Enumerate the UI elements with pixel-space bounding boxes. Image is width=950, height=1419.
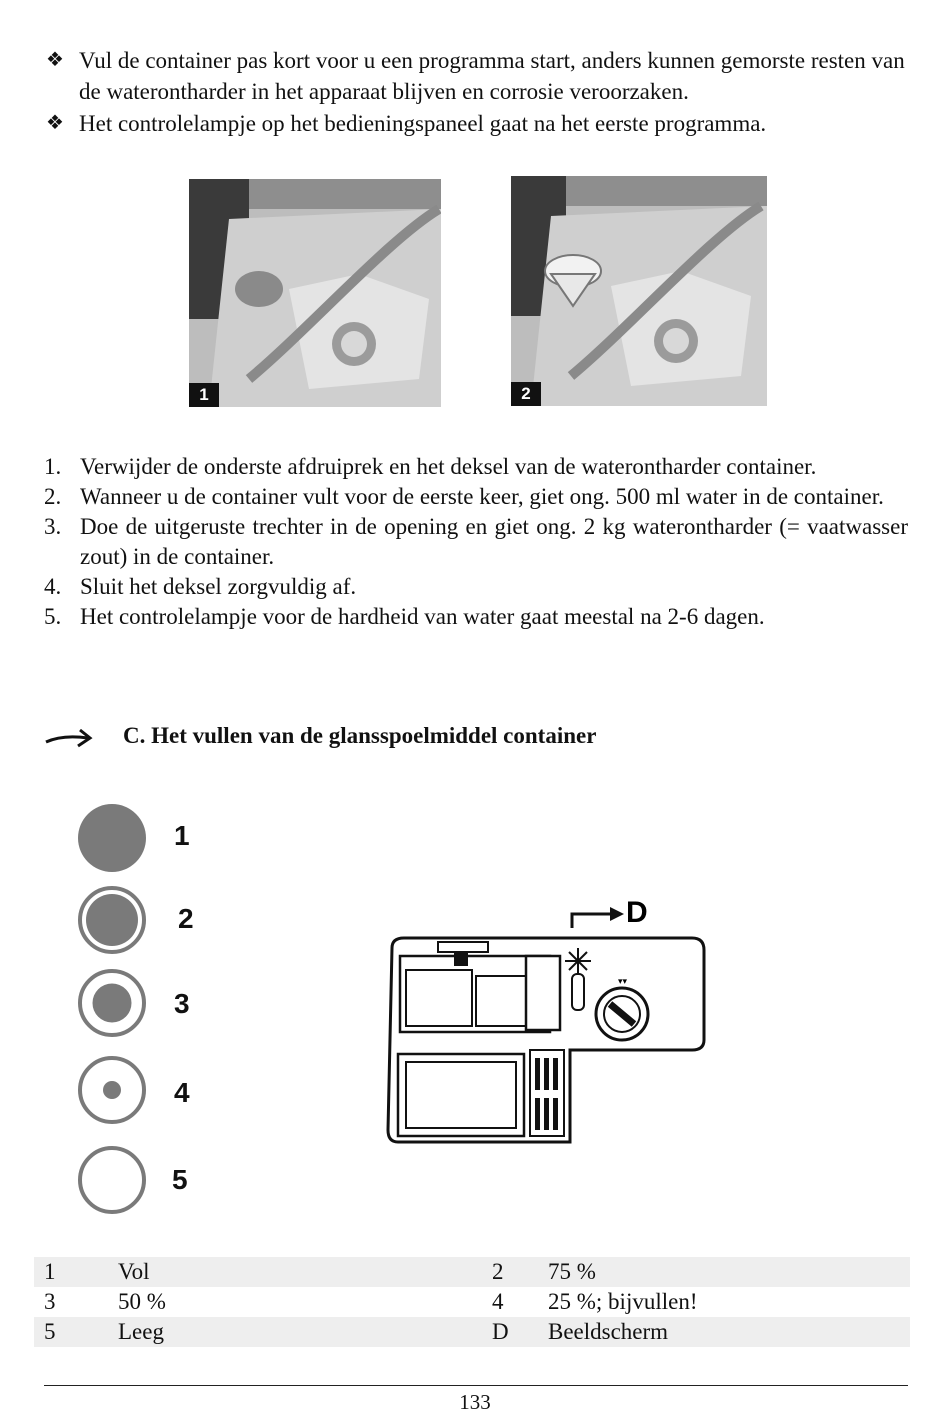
level-label-3: 3: [174, 988, 190, 1019]
legend-table: [34, 1257, 910, 1347]
table-cell: 75 %: [548, 1257, 910, 1287]
table-row: [34, 1317, 910, 1347]
footer-divider: [44, 1385, 908, 1386]
list-item: [44, 482, 908, 512]
diagram-label-d: D: [626, 896, 648, 929]
dishwasher-salt-funnel-photo: [511, 176, 767, 406]
list-item: [44, 602, 908, 632]
steps-list: [44, 452, 908, 632]
table-cell: Vol: [118, 1257, 492, 1287]
photo-salt-funnel: [511, 176, 767, 406]
bullet-item: [46, 108, 908, 139]
list-number: 3.: [44, 514, 62, 539]
arrow-icon: [44, 722, 94, 752]
table-cell: 2: [492, 1257, 548, 1287]
table-cell: 25 %; bijvullen!: [548, 1289, 698, 1314]
list-number: 4.: [44, 574, 62, 599]
list-number: 2.: [44, 484, 62, 509]
list-text: Sluit het deksel zorgvuldig af.: [80, 574, 357, 599]
level-fill-4: [103, 1081, 121, 1099]
list-text: Verwijder de onderste afdruiprek en het deksel van de waterontharder container.: [80, 454, 817, 479]
table-cell: 1: [34, 1257, 118, 1287]
level-indicators: [72, 800, 152, 1220]
table-cell: D: [492, 1317, 548, 1347]
table-cell: 3: [44, 1289, 56, 1314]
table-row: [34, 1257, 910, 1287]
level-label-2: 2: [178, 903, 194, 934]
list-item: [44, 452, 908, 482]
list-text: Wanneer u de container vult voor de eerste keer, giet ong. 500 ml water in de container.: [80, 484, 884, 509]
level-indicator-5: [80, 1148, 144, 1212]
svg-text:▾▾: ▾▾: [618, 976, 628, 986]
page-number: 133: [459, 1390, 491, 1414]
level-fill-2: [86, 894, 138, 946]
list-text: Doe de uitgeruste trechter in de opening en giet ong. 2 kg waterontharder (= vaatwasser zout) in de container.: [80, 514, 908, 569]
diamond-bullet-icon: ❖: [46, 112, 64, 134]
diamond-bullet-icon: ❖: [46, 49, 64, 71]
level-indicator-1: [78, 804, 146, 872]
level-label-5: 5: [172, 1164, 188, 1195]
table-cell: 4: [492, 1289, 504, 1314]
section-title: C. Het vullen van de glansspoelmiddel container: [123, 723, 597, 748]
list-number: 1.: [44, 454, 62, 479]
table-row: [34, 1287, 910, 1317]
table-cell: 5: [34, 1317, 118, 1347]
dishwasher-salt-container-closed-photo: [189, 179, 441, 407]
rinse-aid-dispenser-diagram: [380, 890, 720, 1150]
table-cell: 50 %: [118, 1289, 166, 1314]
level-label-4: 4: [174, 1077, 190, 1108]
list-item: [44, 572, 908, 602]
list-item: [44, 512, 908, 572]
list-text: Het controlelampje voor de hardheid van water gaat meestal na 2-6 dagen.: [80, 604, 765, 629]
list-number: 5.: [44, 604, 62, 629]
level-fill-3: [93, 984, 132, 1023]
bullet-text: Het controlelampje op het bedieningspaneel gaat na het eerste programma.: [79, 111, 767, 136]
level-label-1: 1: [174, 820, 190, 851]
bullet-item: [46, 45, 908, 107]
photo-number-tag: 1: [189, 383, 219, 407]
table-cell: Leeg: [118, 1317, 492, 1347]
table-cell: Beeldscherm: [548, 1317, 910, 1347]
photo-salt-container-closed: [189, 179, 441, 407]
photo-number-tag: 2: [511, 382, 541, 406]
bullet-text: Vul de container pas kort voor u een programma start, anders kunnen gemorste resten van de waterontharder in het apparaat blijven en corrosie veroorzaken.: [79, 48, 905, 104]
